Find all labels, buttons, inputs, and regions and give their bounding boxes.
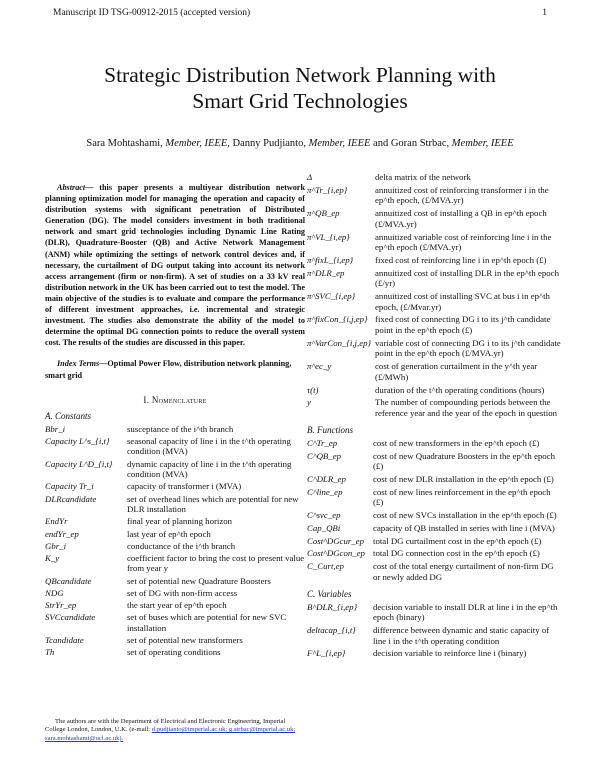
abstract-dash: — [85,183,100,192]
nomenclature-symbol: NDG [45,587,64,598]
nomenclature-symbol: StrYr_ep [45,600,77,611]
index-terms [45,358,305,380]
nomenclature-symbol: π^SVC_{i,ep} [307,291,356,302]
section-numeral: I. [143,394,150,405]
nomenclature-description: capacity of transformer i (MVA) [127,481,242,492]
index-terms-label: Index Terms [57,359,100,369]
constants-heading: A. Constants [45,410,92,421]
nomenclature-row [307,536,562,549]
author-2-name: Danny Pudjianto, [232,138,306,149]
nomenclature-symbol: C^DLR_ep [307,473,346,484]
nomenclature-description: annuitized cost of installing DLR in the ep^th epoch (£/yr) [375,267,559,289]
nomenclature-symbol: y [307,397,311,408]
nomenclature-description: set of potential new transformers [127,635,243,645]
nomenclature-row [307,361,562,384]
nomenclature-description: duration of the t^th operating conditions (hours) [375,384,545,395]
nomenclature-row [45,635,305,647]
nomenclature-row [307,268,562,291]
nomenclature-description: set of buses which are potential for new SVC installation [127,612,287,633]
nomenclature-symbol: π^ec_y [307,361,332,372]
nomenclature-description: annuitized cost of installing a QB in ep^th epoch (£/MVA.yr) [375,208,547,229]
nomenclature-description: dynamic capacity of line i in the t^th operating condition (MVA) [127,458,292,480]
title-line-2: Smart Grid Technologies [192,89,408,113]
variables-heading: C. Variables [307,588,352,599]
index-terms-dash: — [99,359,108,369]
nomenclature-symbol: Gbr_i [45,540,67,551]
nomenclature-row [45,436,305,459]
nomenclature-symbol: SVCcandidate [45,612,96,623]
author-2-role: Member, IEEE [308,138,371,149]
nomenclature-symbol: B^DLR_{i,ep} [307,601,358,612]
nomenclature-row [307,338,562,361]
nomenclature-row [307,487,562,510]
nomenclature-row [45,529,305,541]
nomenclature-description: total DG curtailment cost in the ep^th epoch (£) [373,535,542,546]
author-1-name: Sara Mohtashami, [86,138,163,149]
paper-title [40,62,560,114]
nomenclature-row [307,385,562,398]
nomenclature-row [307,523,562,536]
nomenclature-description: susceptance of the i^th branch [127,423,234,434]
nomenclature-description: variable cost of connecting DG i to its j^th candidate point in the ep^th epoch (£/MVA.yr) [375,337,561,359]
nomenclature-symbol: π^DLR_ep [307,267,345,278]
nomenclature-row [307,561,562,584]
nomenclature-description: set of operating conditions [127,647,221,658]
nomenclature-description: set of overhead lines which are potential for new DLR installation [127,493,299,515]
nomenclature-symbol: Capacity Tr_i [45,481,94,492]
nomenclature-row [307,510,562,523]
nomenclature-symbol: QBcandidate [45,575,92,586]
nomenclature-description: annuitized variable cost of reinforcing line i in the ep^th epoch (£/MVA.yr) [375,231,552,253]
nomenclature-symbol: C_Curt,ep [307,561,344,572]
author-1-role: Member, IEEE, [165,138,230,149]
nomenclature-description: fixed cost of reinforcing line i in ep^th epoch (£) [375,254,547,265]
author-3-name: Goran Strbac, [390,138,450,149]
index-terms-text: Optimal Power Flow, distribution network planning, smart grid [45,359,292,380]
nomenclature-description: cost of new transformers in the ep^th epoch (£) [373,437,540,448]
nomenclature-description: seasonal capacity of line i in the t^th operating condition (MVA) [127,435,291,457]
constants-continued-table [307,172,562,421]
author-affiliation-footnote [45,718,305,743]
nomenclature-description: decision variable to reinforce line i (binary) [373,648,527,659]
nomenclature-row [307,185,562,208]
nomenclature-row [307,232,562,255]
nomenclature-description: cost of new lines reinforcement in the ep^th epoch (£) [373,486,551,508]
nomenclature-symbol: endYr_ep [45,528,79,539]
nomenclature-description: cost of new SVCs installation in the ep^th epoch (£) [373,510,557,521]
section-heading-nomenclature [45,395,305,405]
abstract-text: this paper presents a multiyear distribution network planning optimization model for managing the operation and capacity of distribution systems with significant penetration of Distributed Generation (DG). The model considers investment in both traditional network and smart grid technologies including Dynamic Line Rating (DLR), Quadrature-Booster (QB) and Active Network Management (ANM) while optimizing the settings of network control devices and, if necessary, the curtailment of DG output taking into account its network access arrangement (firm or non-firm). A set of studies on a 33 kV real distribution network in the UK has been carried out to test the model. The main objective of the studies is to evaluate and compare the performance of different investment approaches, i.e. incremental and strategic investment. The studies also demonstrate the ability of the model to determine the optimal DG connection points to reduce the overall system cost. The results of the studies are discussed in this paper. [45,183,305,348]
nomenclature-symbol: π^QB_ep [307,208,340,219]
nomenclature-symbol: π^VL_{i,ep} [307,231,350,242]
functions-table [307,438,562,585]
nomenclature-row [307,291,562,314]
nomenclature-row [307,208,562,231]
nomenclature-description: decision variable to install DLR at line i in the ep^th epoch (binary) [373,601,558,623]
nomenclature-row [307,648,562,661]
nomenclature-symbol: EndYr [45,516,68,527]
nomenclature-description: delta matrix of the network [375,172,471,182]
nomenclature-symbol: Cost^DGcur_ep [307,535,364,546]
nomenclature-row [307,438,562,451]
nomenclature-symbol: Δ [307,172,313,182]
footnote-text: The authors are with the Department of Electrical and Electronic Engineering, Imperial College London, London, U.K. (e-mail: [45,718,286,734]
author-3-role: Member, IEEE [451,138,514,149]
nomenclature-symbol: F^L_{i,ep} [307,648,346,659]
nomenclature-row [45,424,305,436]
left-column [45,182,305,659]
nomenclature-symbol: τ(t) [307,384,319,395]
nomenclature-symbol: π^Tr_{i,ep} [307,184,348,195]
nomenclature-description: cost of the total energy curtailment of non-firm DG or newly added DG [373,561,554,582]
author-joiner: and [373,138,389,149]
nomenclature-symbol: C^svc_ep [307,510,341,521]
variables-table [307,602,562,662]
nomenclature-description: difference between dynamic and static capacity of line i in the t^th operating condition [373,624,550,646]
section-title: Nomenclature [151,394,207,405]
nomenclature-description: annuitized cost of reinforcing transformer i in the ep^th epoch, (£/MVA.yr) [375,184,549,206]
nomenclature-description: The number of compounding periods between the reference year and the year of the epoch in question [375,397,557,418]
nomenclature-row [307,548,562,561]
nomenclature-symbol: Tcandidate [45,635,84,645]
nomenclature-description: total DG connection cost in the ep^th epoch (£) [373,548,540,559]
nomenclature-symbol: Cap_QBi [307,522,341,533]
nomenclature-row [307,314,562,337]
nomenclature-symbol: Cost^DGcon_ep [307,548,365,559]
nomenclature-description: cost of generation curtailment in the y^th year (£/MWh) [375,361,538,382]
nomenclature-row [45,481,305,493]
nomenclature-symbol: Bbr_i [45,423,66,434]
nomenclature-symbol: C^line_ep [307,486,343,497]
nomenclature-row [45,494,305,517]
functions-heading: B. Functions [307,424,353,435]
nomenclature-symbol: K_y [45,552,60,563]
nomenclature-description: set of potential new Quadrature Boosters [127,575,271,586]
nomenclature-description: cost of new Quadrature Boosters in the ep^th epoch (£) [373,450,555,472]
nomenclature-row [307,397,562,420]
nomenclature-symbol: Capacity L^D_{i,t} [45,458,113,469]
page-number: 1 [542,8,547,18]
nomenclature-row [45,600,305,612]
nomenclature-row [307,255,562,268]
nomenclature-row [45,553,305,576]
nomenclature-symbol: deltacap_{i,t} [307,624,356,635]
nomenclature-symbol: Th [45,647,55,658]
nomenclature-description: set of DG with non-firm access [127,587,238,598]
abstract [45,182,305,348]
manuscript-id: Manuscript ID TSG-00912-2015 (accepted version) [53,8,251,18]
nomenclature-symbol: C^Tr_ep [307,437,338,448]
nomenclature-description: annuitized cost of installing SVC at bus i in ep^th epoch, (£/Mvar.yr) [375,291,550,312]
nomenclature-symbol: DLRcandidate [45,493,97,504]
nomenclature-description: cost of new DLR installation in the ep^th epoch (£) [373,473,554,484]
nomenclature-description: last year of ep^th epoch [127,528,211,539]
nomenclature-symbol: π^fixL_{i,ep} [307,254,354,265]
author-list [20,138,580,149]
nomenclature-row [307,602,562,625]
running-header [53,8,547,18]
nomenclature-description: the start year of ep^th epoch [127,600,227,611]
nomenclature-row [45,516,305,528]
constants-table [45,424,305,660]
right-column [307,172,562,661]
nomenclature-row [307,451,562,474]
nomenclature-row [45,459,305,482]
nomenclature-row [45,647,305,659]
nomenclature-symbol: Capacity L^s_{i,t} [45,435,110,446]
nomenclature-row [307,474,562,487]
abstract-label: Abstract [57,183,86,192]
author-emails[interactable]: d.pudjianto@imperial.ac.uk; g.strbac@imperial.ac.uk; sara.mohtashami@ucl.ac.uk). [45,726,296,742]
nomenclature-symbol: C^QB_ep [307,450,342,461]
nomenclature-symbol: π^VarCon_{i,j,ep} [307,337,372,348]
title-line-1: Strategic Distribution Network Planning with [104,63,496,87]
nomenclature-row [45,576,305,588]
nomenclature-row [307,625,562,648]
nomenclature-description: capacity of QB installed in series with line i (MVA) [373,522,555,533]
nomenclature-row [45,541,305,553]
nomenclature-row [45,588,305,600]
nomenclature-row [45,612,305,635]
nomenclature-row [307,172,562,185]
nomenclature-description: fixed cost of connecting DG i to its j^th candidate point in the ep^th epoch (£) [375,314,551,336]
nomenclature-description: final year of planning horizon [127,516,233,527]
nomenclature-symbol: π^fixCon_{i,j,ep} [307,314,368,325]
nomenclature-description: conductance of the i^th branch [127,540,236,551]
nomenclature-description: coefficient factor to bring the cost to present value from year y [127,552,305,574]
